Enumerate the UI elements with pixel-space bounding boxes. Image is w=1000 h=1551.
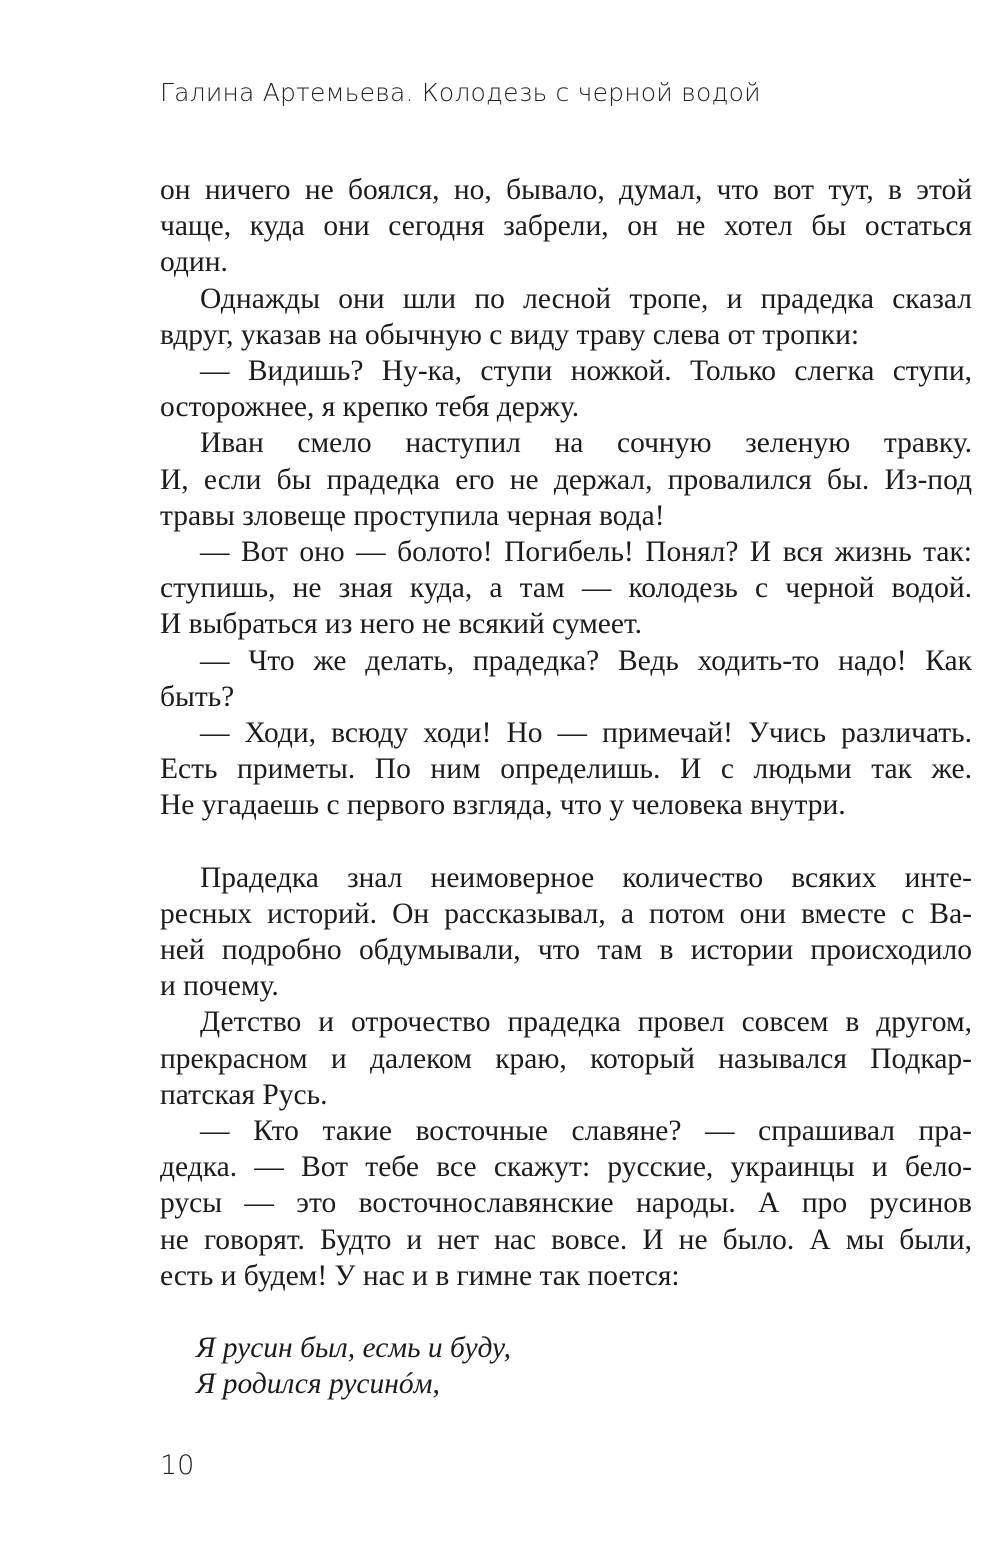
text-line: травы зловеще проступила черная вода! [160,499,665,532]
paragraph [160,860,972,1005]
text-line: — Видишь? Ну-ка, ступи ножкой. Только слегка ступи, [200,355,972,388]
text-line: есть и будем! У нас и в гимне так поется: [160,1259,680,1292]
text-line: Детство и отрочество прадедка провел совсем в другом, [200,1006,972,1039]
paragraph [160,172,972,281]
text-line: — Ходи, всюду ходи! Но — примечай! Учись различать. [200,717,972,750]
text-line: И выбраться из него не всякий сумеет. [160,608,643,641]
paragraph [160,1004,972,1113]
text-line: патская Русь. [160,1078,328,1111]
text-line: прекрасном и далеком краю, который назывался Подкар- [160,1042,972,1075]
text-line: осторожнее, я крепко тебя держу. [160,391,580,424]
text-line: — Вот оно — болото! Погибель! Понял? И вся жизнь так: [200,536,972,569]
text-line: Не угадаешь с первого взгляда, что у человека внутри. [160,789,846,822]
paragraph [160,643,972,715]
verse-line: Я родился русинóм, [196,1368,440,1401]
text-line: Есть приметы. По ним определишь. И с людьми так же. [160,753,972,786]
text-line: ресных историй. Он рассказывал, а потом они вместе с Ва- [160,897,972,930]
verse-line: Я русин был, есмь и буду, [196,1332,512,1365]
paragraph [160,715,972,824]
text-line: — Кто такие восточные славяне? — спрашивал пра- [200,1115,972,1148]
text-line: и почему. [160,970,279,1003]
paragraph [160,353,972,425]
paragraph [160,1113,972,1294]
text-line: быть? [160,680,235,713]
paragraph [160,534,972,643]
verse-break [160,1294,972,1330]
text-line: чаще, куда они сегодня забрели, он не хотел бы остаться [160,210,972,243]
text-line: Прадедка знал неимоверное количество всяких инте- [200,861,972,894]
text-line: вдруг, указав на обычную с виду траву слева от тропки: [160,318,860,351]
page-body [160,172,972,1403]
text-line: дедка. — Вот тебе все скажут: русские, украинцы и бело- [160,1151,972,1184]
text-line: И, если бы прадедка его не держал, провалился бы. Из-под [160,463,972,496]
section-break [160,824,972,860]
text-line: Иван смело наступил на сочную зеленую травку. [200,427,972,460]
paragraph [160,281,972,353]
text-line: один. [160,246,228,279]
text-line: не говорят. Будто и нет нас вовсе. И не было. А мы были, [160,1223,972,1256]
page-number: 10 [160,1450,195,1481]
text-line: он ничего не боялся, но, бывало, думал, что вот тут, в этой [160,174,972,206]
text-line: ступишь, не зная куда, а там — колодезь с черной водой. [160,572,972,605]
running-header: Галина Артемьева. Колодезь с черной водой [160,78,761,107]
paragraph [160,425,972,534]
verse [160,1330,972,1402]
text-line: ней подробно обдумывали, что там в истории происходило [160,934,972,967]
text-line: Однажды они шли по лесной тропе, и прадедка сказал [200,282,972,315]
text-line: — Что же делать, прадедка? Ведь ходить-то надо! Как [200,644,972,677]
text-line: русы — это восточнославянские народы. А про русинов [160,1187,972,1220]
